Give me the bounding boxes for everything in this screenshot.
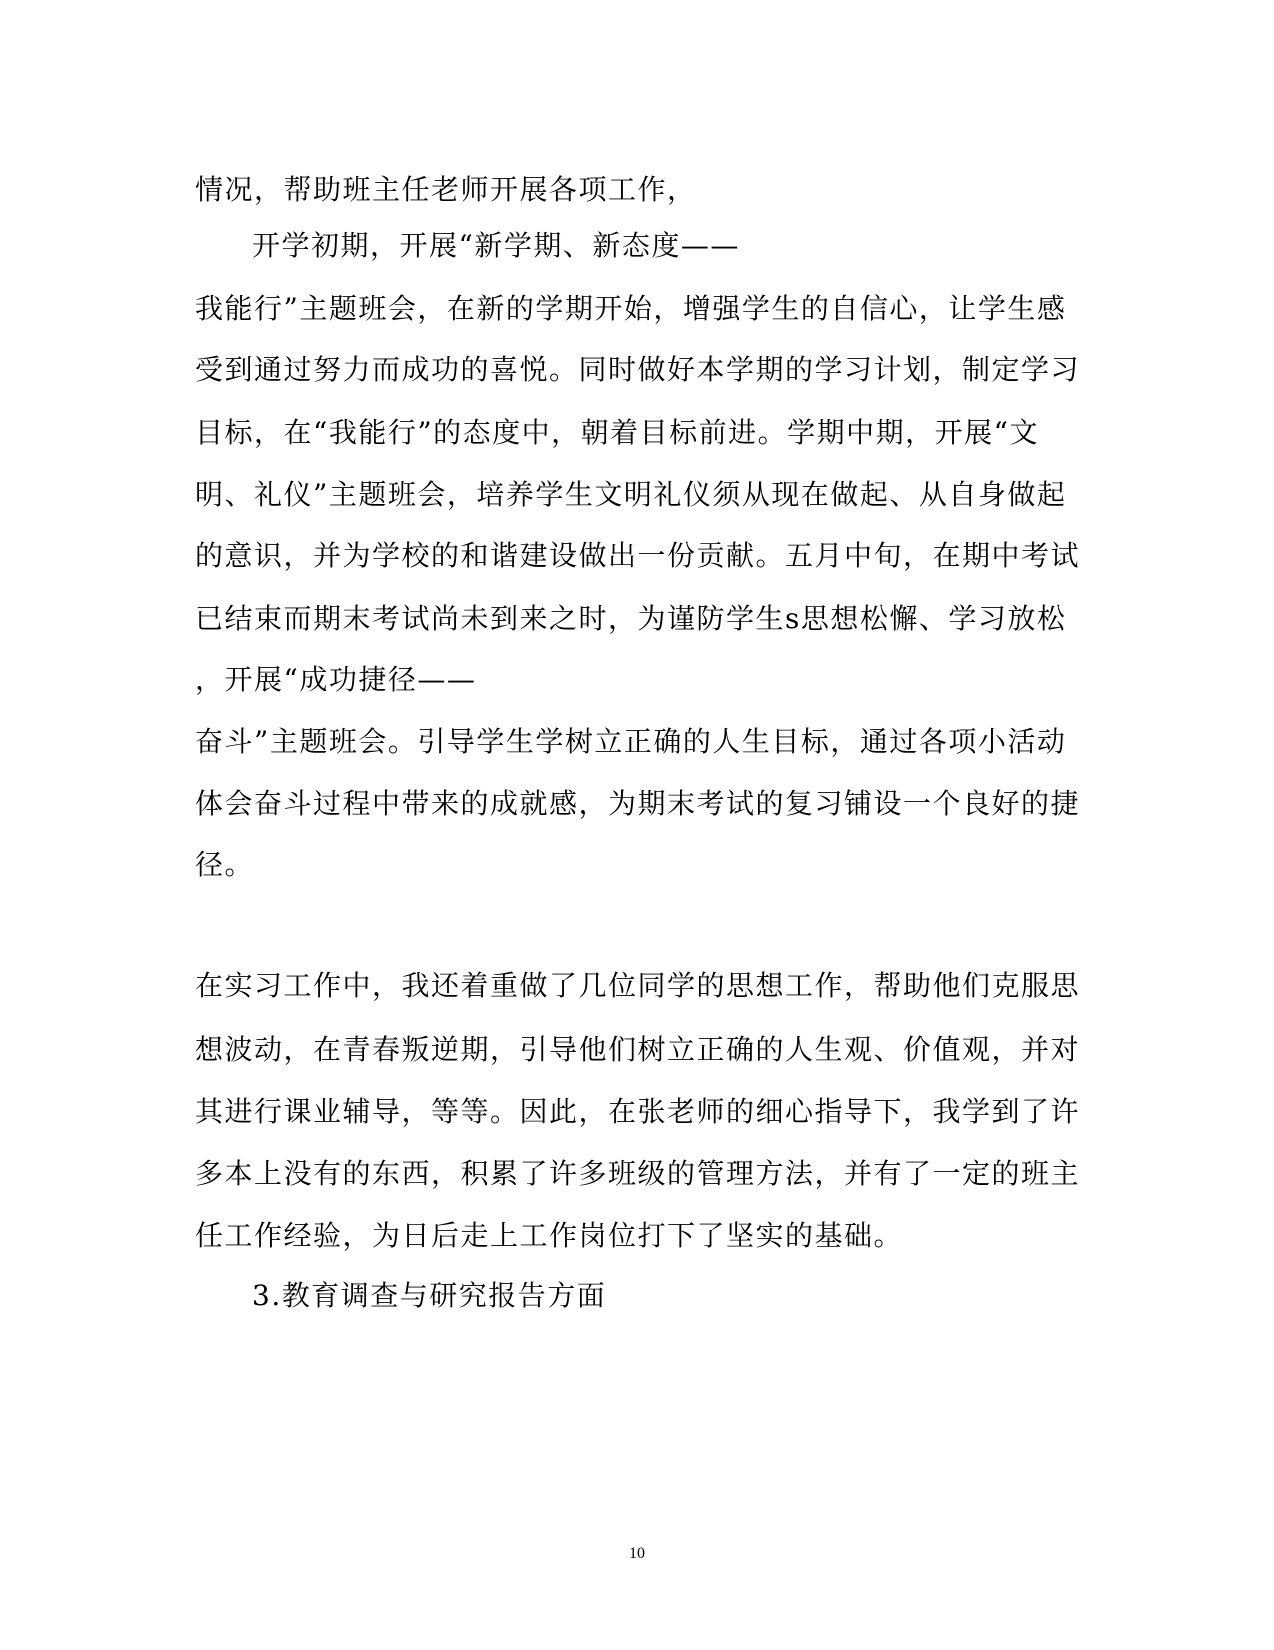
text-line: 情况，帮助班主任老师开展各项工作， (195, 173, 697, 206)
text-line: 我能行”主题班会，在新的学期开始，增强学生的自信心，让学生感 (195, 292, 1067, 325)
text-line: 想波动，在青春叛逆期，引导他们树立正确的人生观、价值观，并对 (195, 1033, 1081, 1066)
text-line: 受到通过努力而成功的喜悦。同时做好本学期的学习计划，制定学习 (195, 353, 1081, 386)
text-line: 体会奋斗过程中带来的成就感，为期末考试的复习铺设一个良好的捷 (195, 787, 1081, 820)
text-line: 已结束而期末考试尚未到来之时，为谨防学生s思想松懈、学习放松 (195, 602, 1067, 635)
text-line: 目标，在“我能行”的态度中，朝着目标前进。学期中期，开展“文 (195, 416, 1039, 449)
section-heading: 3.教育调查与研究报告方面 (252, 1279, 607, 1312)
text-line: 开学初期，开展“新学期、新态度—— (252, 229, 740, 262)
page-number: 10 (629, 1545, 645, 1562)
text-line: 的意识，并为学校的和谐建设做出一份贡献。五月中旬，在期中考试 (195, 539, 1081, 572)
text-line: 径。 (195, 848, 255, 881)
text-line: 多本上没有的东西，积累了许多班级的管理方法，并有了一定的班主 (195, 1157, 1081, 1190)
text-line: 奋斗”主题班会。引导学生学树立正确的人生目标，通过各项小活动 (195, 725, 1067, 758)
text-line: 其进行课业辅导，等等。因此，在张老师的细心指导下，我学到了许 (195, 1095, 1081, 1128)
text-line: 任工作经验，为日后走上工作岗位打下了坚实的基础。 (195, 1219, 904, 1252)
text-line: 在实习工作中，我还着重做了几位同学的思想工作，帮助他们克服思 (195, 969, 1081, 1002)
text-line: 明、礼仪”主题班会，培养学生文明礼仪须从现在做起、从自身做起 (195, 478, 1067, 511)
text-line: ，开展“成功捷径—— (195, 663, 477, 696)
